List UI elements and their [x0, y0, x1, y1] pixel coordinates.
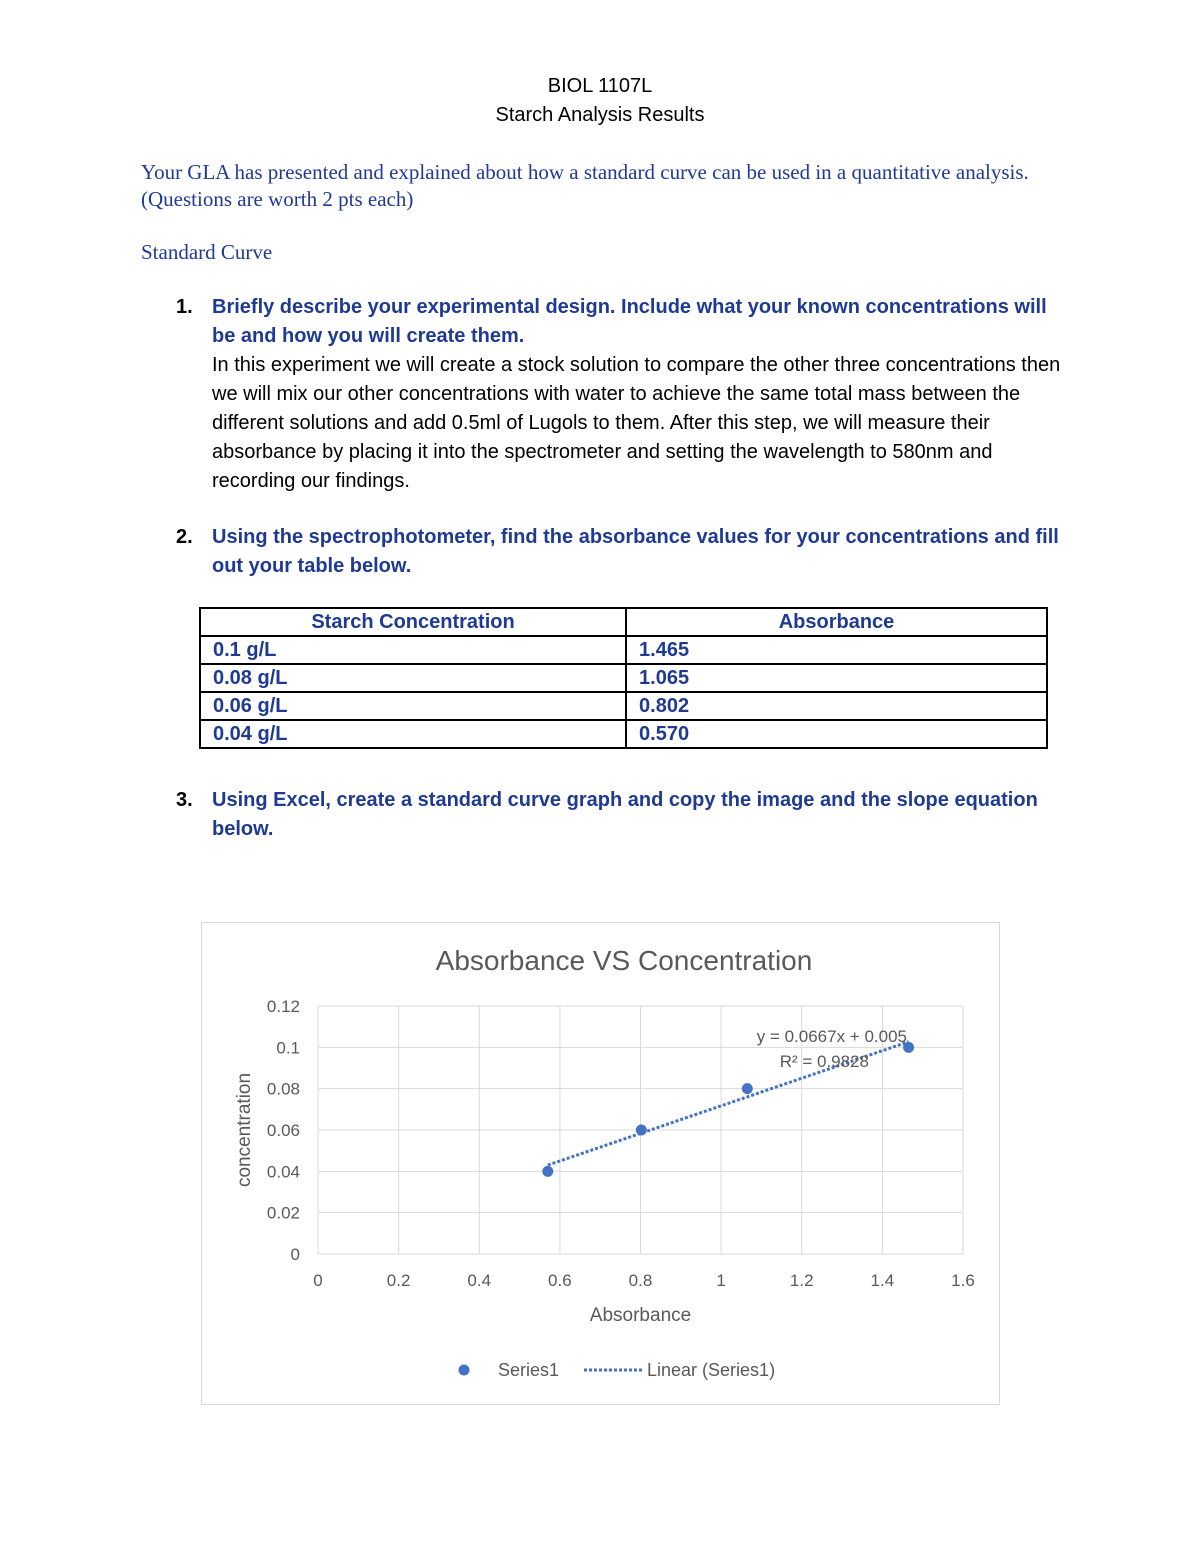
y-tick-label: 0.08 — [266, 1079, 300, 1099]
table-header-cell: Starch Concentration — [200, 608, 626, 636]
trendline-equation: y = 0.0667x + 0.005 — [756, 1027, 907, 1046]
data-point — [742, 1083, 753, 1094]
y-tick-label: 0.02 — [266, 1203, 300, 1223]
chart-container — [201, 922, 1000, 1405]
question-number: 3. — [176, 789, 193, 811]
y-tick-label: 0 — [290, 1245, 300, 1264]
legend-trendline-label: Linear (Series1) — [647, 1360, 776, 1380]
table-cell: 0.802 — [626, 692, 1047, 720]
x-tick-label: 1.6 — [951, 1271, 975, 1290]
question-number: 1. — [176, 296, 193, 318]
question-answer: In this experiment we will create a stock solution to compare the other three concentrations then we will mix our other concentrations with water to achieve the same total mass between the different solutions and add 0.5ml of Lugols to them. After this step, we will measure their absorbance by placing it into the spectrometer and setting the wavelength to 580nm and recording our findings. — [212, 354, 1061, 492]
table-cell: 0.06 g/L — [200, 692, 626, 720]
table-row — [200, 664, 1047, 692]
y-tick-label: 0.06 — [266, 1121, 300, 1140]
table-cell: 1.065 — [626, 664, 1047, 692]
table-cell: 1.465 — [626, 636, 1047, 664]
intro-paragraph: Your GLA has presented and explained about how a standard curve can be used in a quantitative analysis. (Questions are worth 2 pts each) — [141, 160, 1029, 211]
y-tick-label: 0.12 — [266, 997, 300, 1016]
x-tick-label: 0.2 — [386, 1271, 411, 1290]
question-number: 2. — [176, 526, 193, 548]
question-2 — [176, 523, 1066, 581]
question-prompt: Using Excel, create a standard curve graph and copy the image and the slope equation below. — [212, 789, 1038, 840]
document-title: Starch Analysis Results — [495, 104, 705, 126]
document-header — [0, 72, 1200, 130]
data-point — [542, 1166, 553, 1177]
table-cell: 0.08 g/L — [200, 664, 626, 692]
x-tick-label: 1 — [716, 1271, 726, 1290]
standard-curve-chart — [202, 923, 999, 1404]
table-row — [200, 636, 1047, 664]
table-header-cell: Absorbance — [626, 608, 1047, 636]
table-cell: 0.04 g/L — [200, 720, 626, 748]
x-tick-label: 0.6 — [548, 1271, 572, 1290]
x-tick-label: 1.2 — [789, 1271, 814, 1290]
trendline-r-squared: R² = 0.9828 — [779, 1052, 869, 1071]
legend-series-label: Series1 — [498, 1360, 560, 1380]
x-tick-label: 0 — [313, 1271, 323, 1290]
y-tick-label: 0.1 — [276, 1038, 300, 1058]
table-cell: 0.570 — [626, 720, 1047, 748]
x-tick-label: 1.4 — [870, 1271, 895, 1290]
legend-marker — [459, 1365, 470, 1376]
x-tick-label: 0.8 — [628, 1271, 653, 1290]
chart-title: Absorbance VS Concentration — [435, 945, 813, 976]
question-prompt: Using the spectrophotometer, find the absorbance values for your concentrations and fill out your table below. — [212, 526, 1059, 577]
y-tick-label: 0.04 — [266, 1162, 300, 1182]
course-code: BIOL 1107L — [547, 75, 653, 97]
question-prompt: Briefly describe your experimental design. Include what your known concentrations will be and how you will create them. — [212, 296, 1047, 347]
table-header-row — [200, 608, 1047, 636]
table-row — [200, 692, 1047, 720]
y-axis-label: concentration — [234, 1072, 255, 1188]
data-point — [636, 1125, 647, 1136]
x-tick-label: 0.4 — [467, 1271, 492, 1290]
table-row — [200, 720, 1047, 748]
question-1 — [176, 293, 1066, 496]
section-title: Standard Curve — [141, 240, 273, 264]
table-cell: 0.1 g/L — [200, 636, 626, 664]
question-3 — [176, 786, 1066, 844]
x-axis-label: Absorbance — [589, 1305, 692, 1326]
absorbance-table — [199, 607, 1048, 749]
